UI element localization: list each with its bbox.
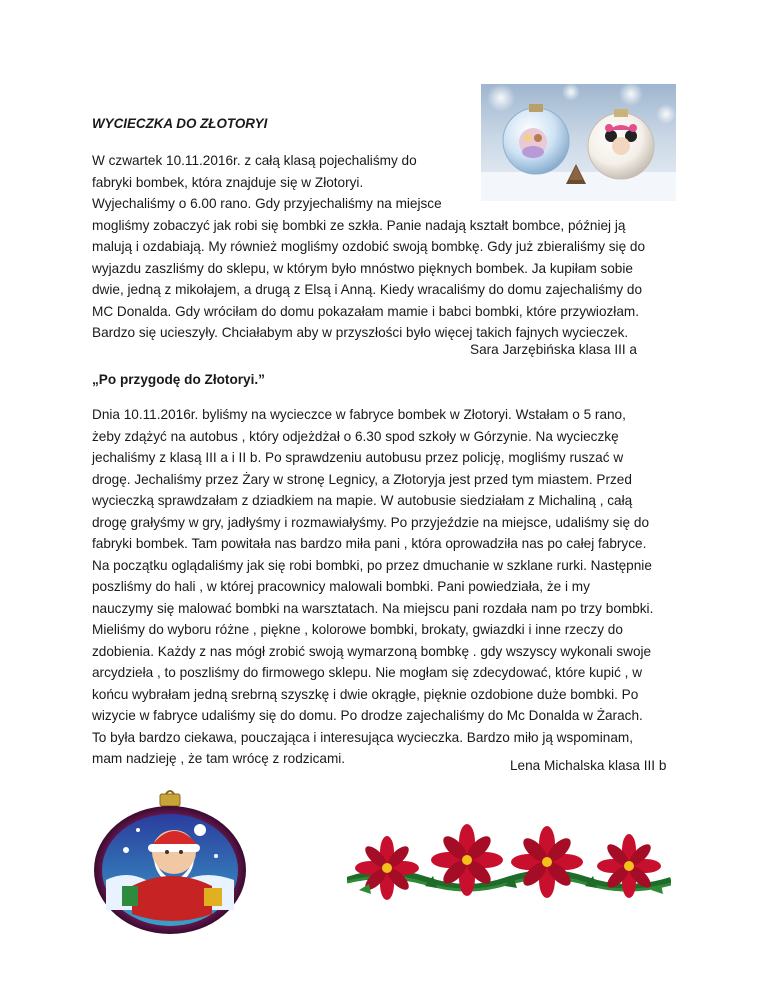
article2-line: nauczymy się malować bombki na warsztatach. Na miejscu pani rozdała nam po trzy bombki. xyxy=(92,600,654,616)
article2-line: wizycie w fabryce udaliśmy się do domu. Po drodze zajechaliśmy do Mc Donalda w Żarach. xyxy=(92,708,643,723)
article2-line: drogę. Jechaliśmy przez Żary w stronę Legnicy, a Złotoryja jest przed tym miastem. Przed xyxy=(92,471,632,487)
article2-line: wycieczką sprawdzałam z dziadkiem na mapie. W autobusie siedziałam z Michaliną , całą xyxy=(92,493,633,508)
santa-bauble-icon xyxy=(92,790,248,936)
article2-line: fabryki bombek. Tam powitała nas bardzo miła pani , która oprowadziła nas po całej fabryce. xyxy=(92,536,647,551)
article2-line: Dnia 10.11.2016r. byliśmy na wycieczce w fabryce bombek w Złotoryi. Wstałam o 5 rano, xyxy=(92,407,626,422)
article1-author: Sara Jarzębińska klasa III a xyxy=(470,342,637,357)
article1-line: wyjazdu zaszliśmy do sklepu, w którym było mnóstwo pięknych bombek. Ja kupiłam sobie xyxy=(92,260,633,276)
article2-line: To była bardzo ciekawa, pouczająca i interesująca wycieczka. Bardzo miło ją wspominam, xyxy=(92,729,633,745)
article2-body xyxy=(92,404,692,770)
article2-line: drogę grałyśmy w gry, jadłyśmy i rozmawiałyśmy. Po przyjeździe na miejsce, udaliśmy się do xyxy=(92,514,650,530)
article2-title: „Po przygodę do Złotoryi.” xyxy=(92,372,265,387)
article1-line: dwie, jedną z mikołajem, a drugą z Elsą i Anną. Kiedy wracaliśmy do domu zajechaliśmy do xyxy=(92,282,643,297)
article2-line: jechaliśmy z klasą III a i II b. Po sprawdzeniu autobusu przez policję, mogliśmy ruszać w xyxy=(92,450,624,465)
article1-line: MC Donalda. Gdy wróciłam do domu pokazałam mamie i babci bombki, które przywiozłam. xyxy=(92,303,639,319)
article2-line: arcydzieła , to poszliśmy do firmowego sklepu. Nie mogłam się zdecydować, które kupić , w xyxy=(92,665,643,680)
article1-line: Wyjechaliśmy o 6.00 rano. Gdy przyjechaliśmy na miejsce xyxy=(92,196,442,211)
article2-line: Na początku oglądaliśmy jak się robi bombki, po przez dmuchanie w szklane rurki. Następnie xyxy=(92,557,652,573)
article2-line: poszliśmy do hali , w której pracownicy malowali bombki. Pani powiedziała, że i my xyxy=(92,579,590,594)
article2-line: żeby zdążyć na autobus , który odjeżdżał o 6.30 spod szkoły w Górzynie. Na wycieczkę xyxy=(92,428,619,444)
poinsettia-garland-icon xyxy=(347,820,671,904)
article1-body xyxy=(92,150,692,344)
article1-line: fabryki bombek, która znajduje się w Złotoryi. xyxy=(92,174,364,190)
article1-line: mogliśmy zobaczyć jak robi się bombki ze szkła. Panie nadają kształt bombce, później ją xyxy=(92,217,626,233)
article2-line: Mieliśmy do wyboru różne , piękne , kolorowe bombki, brokaty, gwiazdki i inne rzeczy do xyxy=(92,622,623,637)
article1-line: W czwartek 10.11.2016r. z całą klasą pojechaliśmy do xyxy=(92,153,417,168)
article2-author: Lena Michalska klasa III b xyxy=(510,758,667,773)
article2-line: końcu wybrałam jedną srebrną szyszkę i dwie okrągłe, pięknie ozdobione duże bombki. Po xyxy=(92,686,639,702)
article1-title: WYCIECZKA DO ZŁOTORYI xyxy=(92,116,268,131)
article1-line: malują i ozdabiają. My również mogliśmy ozdobić swoją bombkę. Gdy już zbieraliśmy się do xyxy=(92,239,646,254)
article2-line: mam nadzieję , że tam wrócę z rodzicami. xyxy=(92,751,346,766)
article2-line: zdobienia. Każdy z nas mógł zrobić swoją wymarzoną bombkę . gdy wszyscy wykonali swoje xyxy=(92,643,652,659)
article1-line: Bardzo się ucieszyły. Chciałabym aby w przyszłości było więcej takich fajnych wycieczek. xyxy=(92,325,629,340)
